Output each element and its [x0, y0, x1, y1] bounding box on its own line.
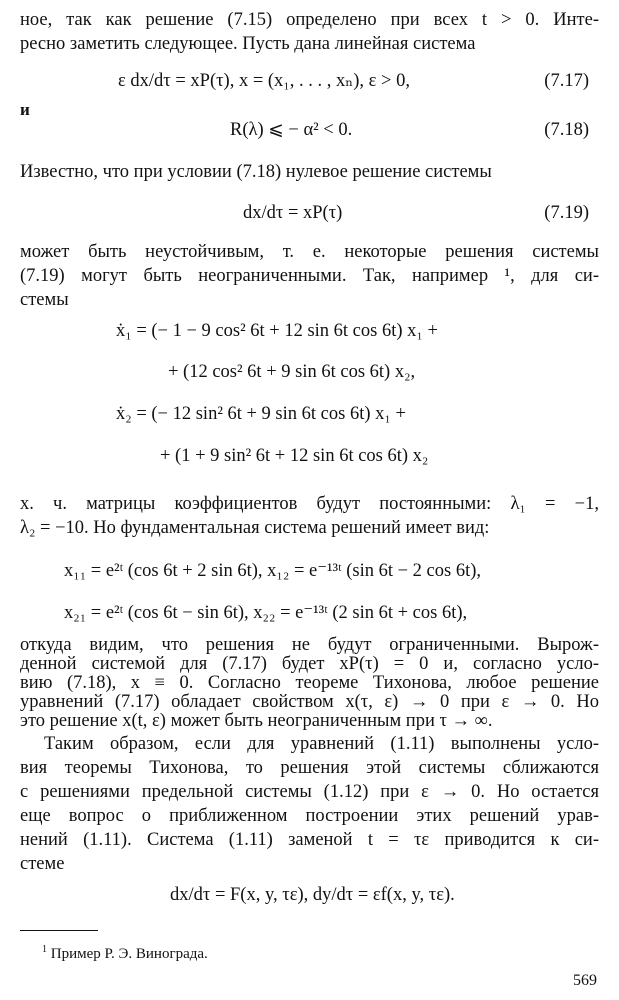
system-line-4: + (1 + 9 sin² 6t + 12 sin 6t cos 6t) x₂	[160, 446, 429, 466]
system-line-2: + (12 cos² 6t + 9 sin 6t cos 6t) x₂,	[168, 362, 416, 382]
text-line: денной системой для (7.17) будет xP(τ) = 0 и, согласно усло-	[20, 654, 599, 674]
equation-body: ε dx/dτ = xP(τ), x = (x₁, . . . , xₙ), ε > 0,	[118, 71, 410, 91]
system-line-1: ẋ₁ = (− 1 − 9 cos² 6t + 12 sin 6t cos 6t) x₁ +	[116, 321, 438, 341]
equation-body: dx/dτ = xP(τ)	[243, 203, 343, 223]
final-equation: dx/dτ = F(x, y, τε), dy/dτ = εf(x, y, τε).	[170, 885, 455, 905]
text-line: нений (1.11). Система (1.11) заменой t = τε приводится к си-	[20, 830, 599, 850]
equation-number: (7.18)	[544, 120, 589, 140]
text-line: ресно заметить следующее. Пусть дана линейная система	[20, 34, 476, 54]
equation-7-17	[20, 66, 599, 96]
equation-number: (7.19)	[544, 203, 589, 223]
text-line: вию (7.18), x ≡ 0. Согласно теореме Тихонова, любое решение	[20, 673, 599, 693]
footnote	[42, 940, 208, 964]
system-line-3: ẋ₂ = (− 12 sin² 6t + 9 sin 6t cos 6t) x₁ +	[116, 404, 406, 424]
page-number: 569	[573, 972, 597, 989]
equation-7-18	[20, 115, 599, 145]
text-line: Известно, что при условии (7.18) нулевое решение системы	[20, 162, 492, 182]
text-line: еще вопрос о приближенном построении этих решений урав-	[20, 806, 599, 826]
equation-number: (7.17)	[544, 71, 589, 91]
solution-line-1: x₁₁ = e²ᵗ (cos 6t + 2 sin 6t), x₁₂ = e⁻¹³ᵗ (sin 6t − 2 cos 6t),	[64, 561, 482, 581]
text-line: х. ч. матрицы коэффициентов будут постоянными: λ₁ = −1,	[20, 494, 599, 514]
text-line: ное, так как решение (7.15) определено при всех t > 0. Инте-	[20, 10, 599, 30]
equation-7-19	[20, 198, 599, 228]
text-line: с решениями предельной системы (1.12) при ε → 0. Но остается	[20, 782, 599, 802]
text-line: вия теоремы Тихонова, то решения этой системы сближаются	[20, 758, 599, 778]
text-line: Таким образом, если для уравнений (1.11) выполнены усло-	[44, 734, 599, 754]
text-line: может быть неустойчивым, т. е. некоторые решения системы	[20, 242, 599, 262]
text-line: λ₂ = −10. Но фундаментальная система решений имеет вид:	[20, 518, 490, 538]
footnote-text: Пример Р. Э. Винограда.	[50, 946, 208, 962]
solution-line-2: x₂₁ = e²ᵗ (cos 6t − sin 6t), x₂₂ = e⁻¹³ᵗ (2 sin 6t + cos 6t),	[64, 603, 468, 623]
text-line: стеме	[20, 854, 65, 874]
footnote-mark: 1	[42, 944, 47, 955]
text-line: уравнений (7.17) обладает свойством x(τ, ε) → 0 при ε → 0. Но	[20, 692, 599, 712]
conjunction: и	[20, 100, 30, 119]
text-line: стемы	[20, 290, 69, 310]
text-line: (7.19) могут быть неограниченными. Так, например ¹, для си-	[20, 266, 599, 286]
text-line: это решение x(t, ε) может быть неограниченным при τ → ∞.	[20, 711, 493, 731]
equation-body: R(λ) ⩽ − α² < 0.	[230, 120, 353, 140]
footnote-divider	[20, 930, 98, 931]
text-line: откуда видим, что решения не будут ограниченными. Вырож-	[20, 635, 599, 655]
